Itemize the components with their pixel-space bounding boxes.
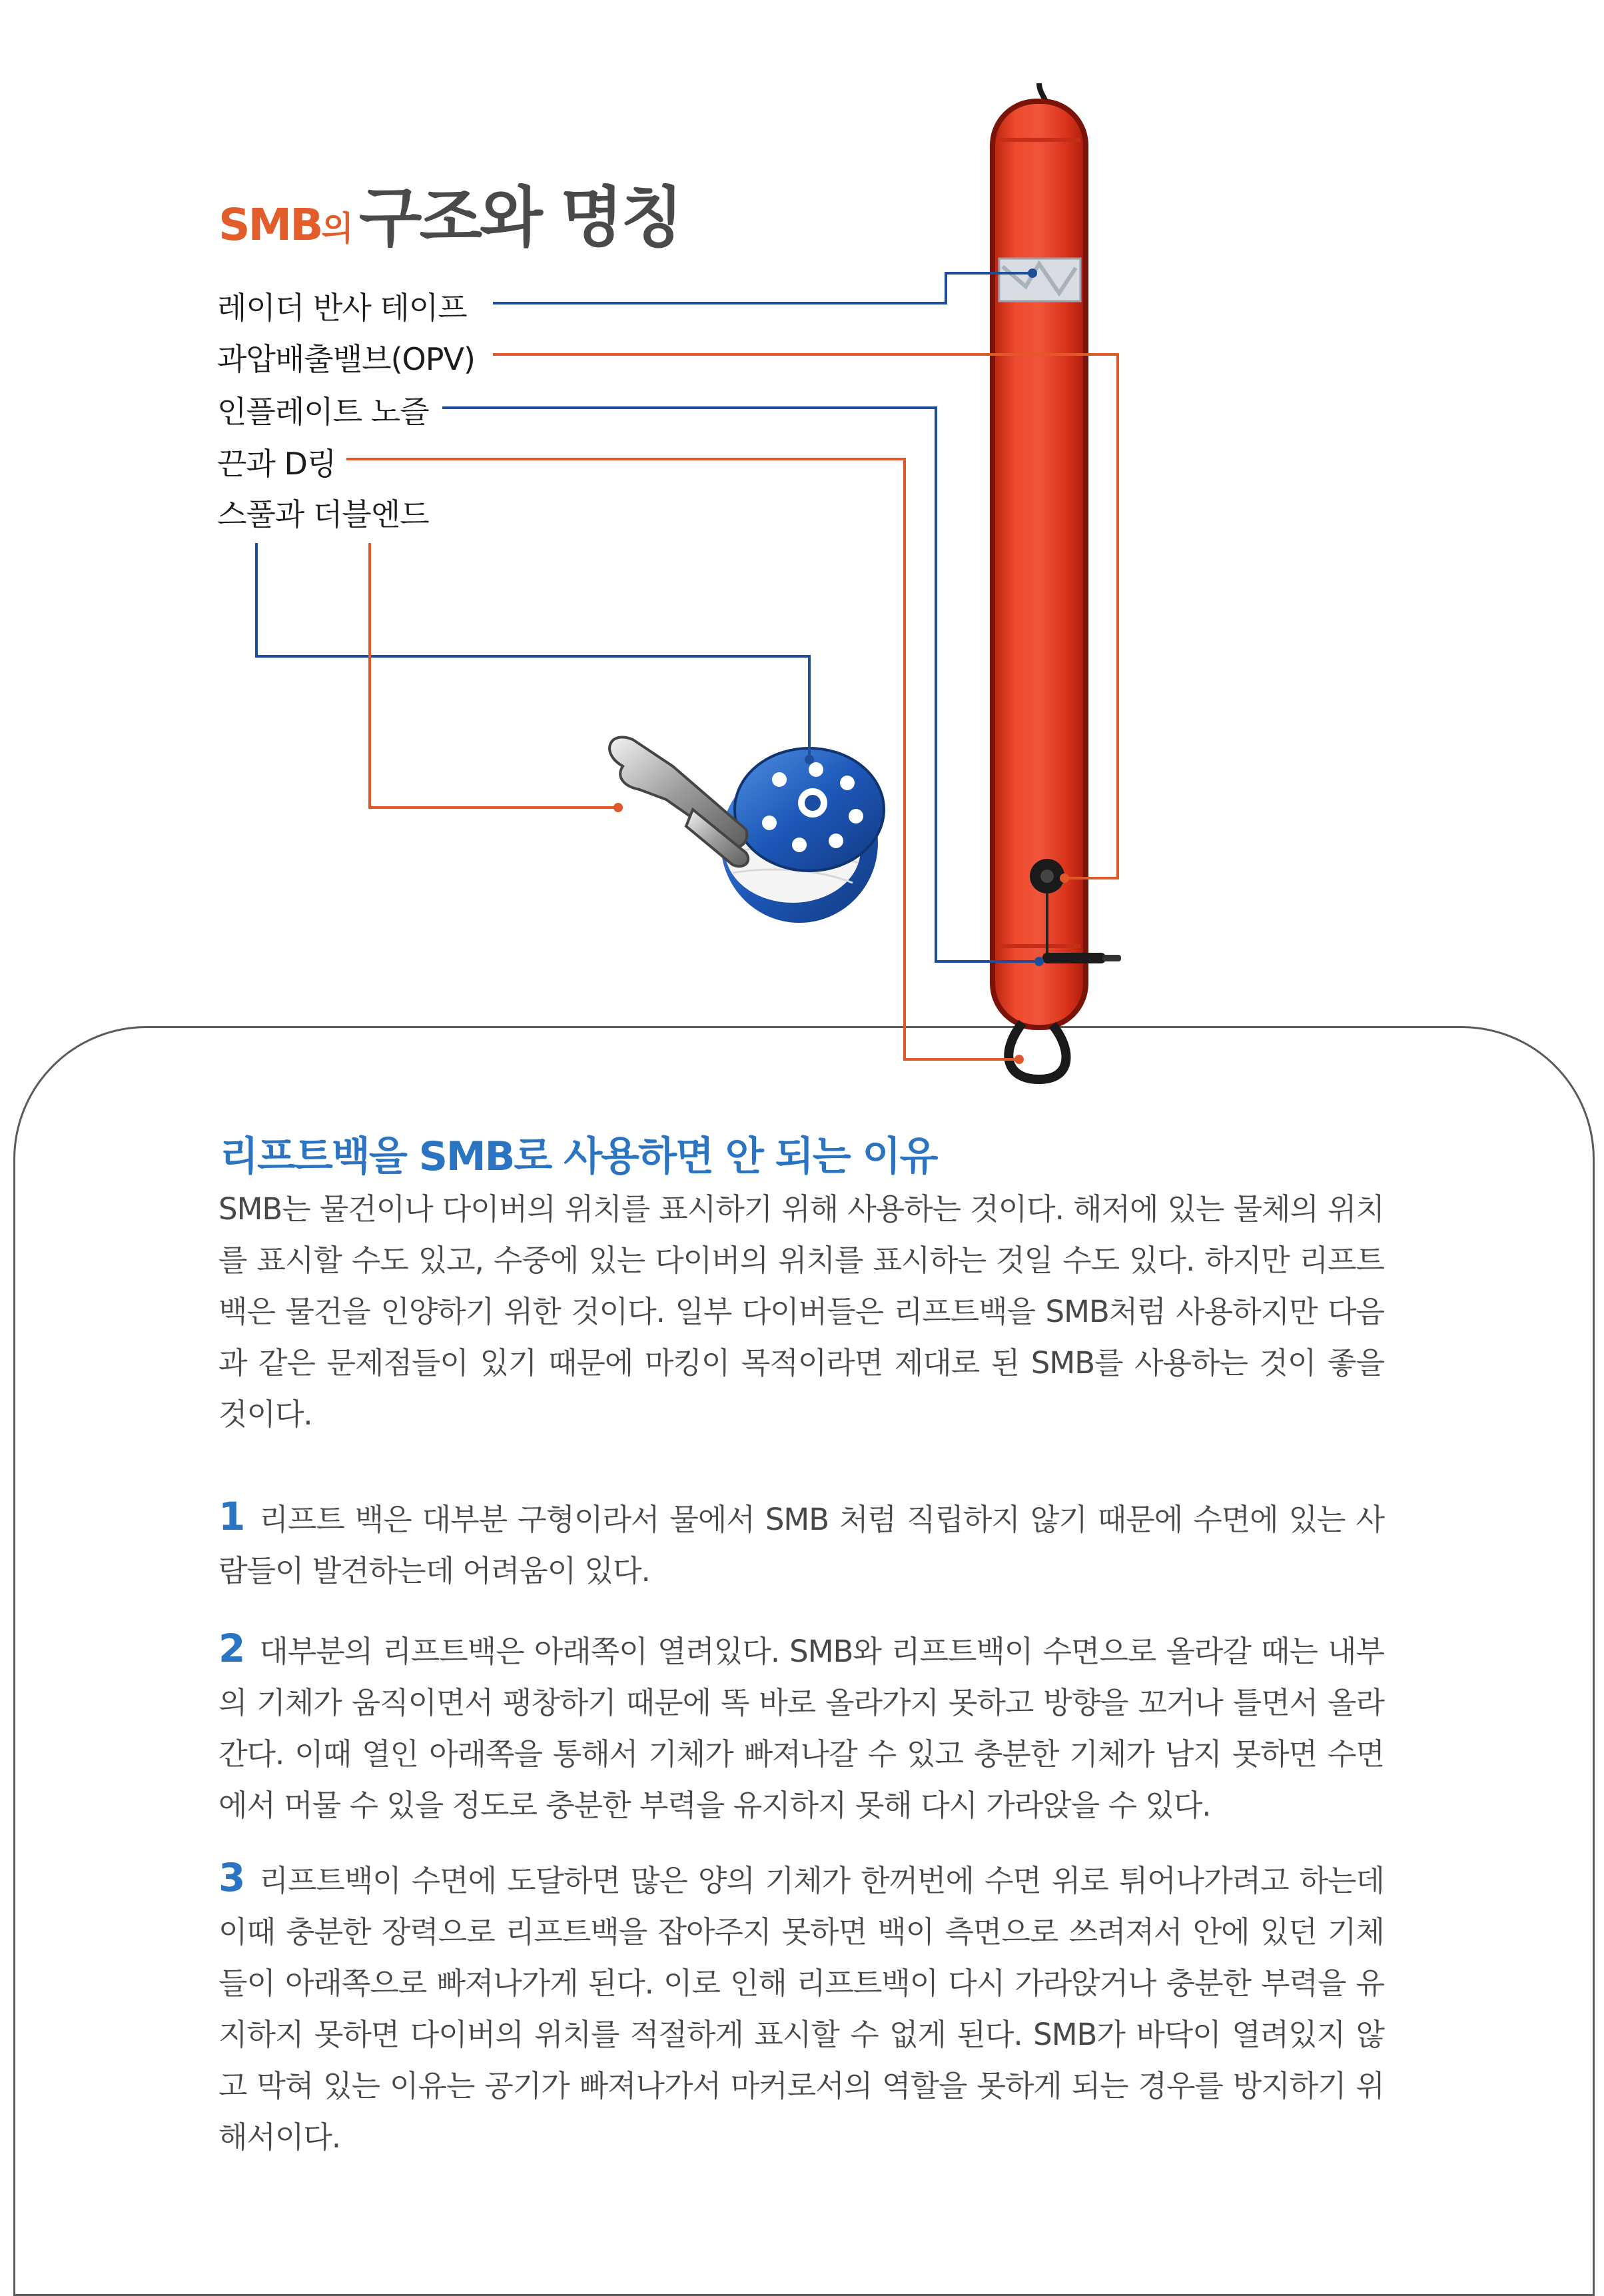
page-title: [218, 165, 681, 259]
label-spool-double-end: 스풀과 더블엔드: [217, 496, 429, 532]
label-radar-tape: 레이더 반사 테이프: [217, 290, 467, 326]
point-2-number: 2: [218, 1626, 245, 1671]
section-title: 리프트백을 SMB로 사용하면 안 되는 이유: [220, 1133, 937, 1180]
smb-tube: [993, 83, 1121, 1079]
point-1: [218, 1491, 1384, 1596]
label-inflate-nozzle: 인플레이트 노즐: [217, 394, 429, 430]
point-1-text: 리프트 백은 대부분 구형이라서 물에서 SMB 처럼 직립하지 않기 때문에 수면에 있는 사람들이 발견하는데 어려움이 있다.: [218, 1502, 1384, 1588]
title-smb: SMB: [218, 199, 322, 251]
point-3-text: 리프트백이 수면에 도달하면 많은 양의 기체가 한꺼번에 수면 위로 튀어나가려고 하는데 이때 충분한 장력으로 리프트백을 잡아주지 못하면 백이 측면으로 쓰려져서 안에 있던 기체들이 아래쪽으로 빠져나가게 된다. 이로 인해 리프트백이 다시 가라앉거나 충분한 부력을 유지하지 못하면 다이버의 위치를 적절하게 표시할 수 없게 된다. SMB가 바닥이 열려있지 않고 막혀 있는 이유는 공기가 빠져나가서 마커로서의 역할을 못하게 되는 경우를 방지하기 위해서이다.: [218, 1863, 1384, 2155]
point-2-text: 대부분의 리프트백은 아래쪽이 열려있다. SMB와 리프트백이 수면으로 올라갈 때는 내부의 기체가 움직이면서 팽창하기 때문에 똑 바로 올라가지 못하고 방향을 꼬거나 틀면서 올라간다. 이때 열인 아래쪽을 통해서 기체가 빠져나갈 수 있고 충분한 기체가 남지 못하면 수면에서 머물 수 있을 정도로 충분한 부력을 유지하지 못해 다시 가라앉을 수 있다.: [218, 1634, 1384, 1823]
label-opv: 과압배출밸브(OPV): [217, 341, 475, 377]
intro-paragraph: SMB는 물건이나 다이버의 위치를 표시하기 위해 사용하는 것이다. 해저에 있는 물체의 위치를 표시할 수도 있고, 수중에 있는 다이버의 위치를 표시하는 것일 수도 있다. 하지만 리프트백은 물건을 인양하기 위한 것이다. 일부 다이버들은 리프트백을 SMB처럼 사용하지만 다음과 같은 문제점들이 있기 때문에 마킹이 목적이라면 제대로 된 SMB를 사용하는 것이 좋을 것이다.: [218, 1191, 1384, 1432]
point-3: [218, 1852, 1384, 2163]
title-particle: 의: [321, 209, 354, 248]
point-3-number: 3: [218, 1855, 245, 1900]
title-main: 구조와 명칭: [358, 180, 681, 256]
point-1-number: 1: [218, 1494, 245, 1539]
point-2: [218, 1623, 1384, 1831]
spool-illustration: [609, 737, 884, 923]
label-loop-d-ring: 끈과 D링: [217, 446, 336, 482]
